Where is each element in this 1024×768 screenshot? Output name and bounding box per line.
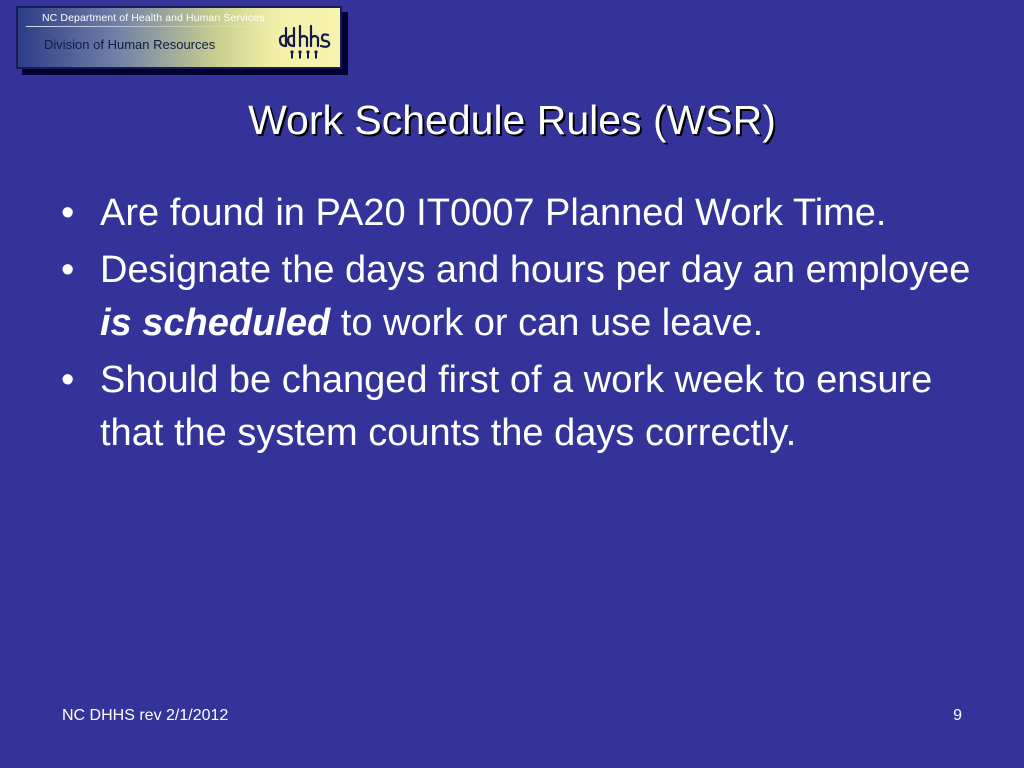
slide-number: 9: [953, 707, 962, 724]
slide-title: Work Schedule Rules (WSR): [248, 97, 776, 143]
bullet-icon: •: [61, 192, 75, 234]
logo-division-text: Division of Human Resources: [44, 37, 216, 52]
bullet-item: [55, 187, 975, 240]
bullet-text: Should be changed first of a work week to ensure that the system counts the days correctly.: [100, 359, 933, 454]
bullet-icon: •: [61, 249, 75, 291]
bullet-text-after: to work or can use leave.: [330, 302, 764, 344]
logo-department-text: NC Department of Health and Human Services: [42, 12, 265, 24]
bullet-icon: •: [61, 359, 75, 401]
bullet-item: [55, 244, 975, 350]
footer-revision: NC DHHS rev 2/1/2012: [62, 707, 229, 724]
dhhs-logo-icon: [276, 20, 332, 62]
bullet-text: Are found in PA20 IT0007 Planned Work Time.: [100, 192, 887, 234]
bullet-text-before: Designate the days and hours per day an employee: [100, 249, 971, 291]
bullet-list: [55, 187, 975, 464]
logo-divider: [26, 26, 286, 27]
bullet-item: [55, 354, 975, 460]
dhhs-logo-banner: [16, 6, 342, 69]
bullet-emphasis-text: is scheduled: [100, 302, 331, 344]
